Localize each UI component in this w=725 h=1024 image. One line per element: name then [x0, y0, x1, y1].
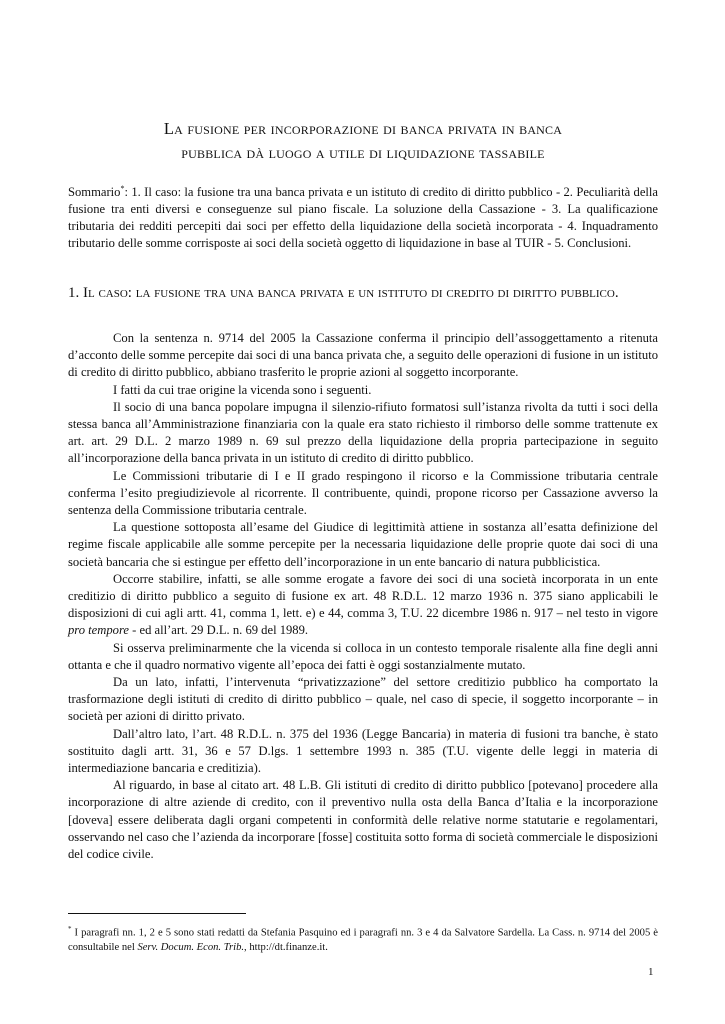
- paragraph-text: - ed all’art. 29 D.L. n. 69 del 1989.: [128, 623, 309, 638]
- paragraph: Con la sentenza n. 9714 del 2005 la Cassazione conferma il principio dell’assoggettamento a ritenuta d’acconto delle somme percepite dai soci di una banca privata che, a seguito delle operazioni di fusione in un istituto di credito di diritto pubblico, abbiano trasferito le proprie azioni al soggetto incorporante.: [68, 331, 658, 380]
- summary: [68, 180, 658, 252]
- document-title: [68, 117, 658, 165]
- paragraph-text: Occorre stabilire, infatti, se alle somme erogate a favore dei soci di una società incorporata in un ente creditizio di diritto pubblico a seguito di fusione ex art. 48 R.D.L. 12 marzo 1936 n. 375 siano applicabili le disposizioni di cui agli artt. 41, comma 1, lett. e) e 44, comma 3, T.U. 22 dicembre 1986 n. 917 – nel testo in vigore: [68, 571, 658, 621]
- footnote-divider: [68, 913, 246, 914]
- paragraph: Al riguardo, in base al citato art. 48 L.B. Gli istituti di credito di diritto pubblico [potevano] procedere alla incorporazione di altre aziende di credito, con il preventivo nulla osta della Banca d’Italia e la incorporazione [doveva] essere deliberata dagli organi competenti in conformità delle relative norme statutarie e regolamentari, osservando nel caso che l’azienda da incorporare [fosse] costituita sotto forma di società commerciale le disposizioni del codice civile.: [68, 778, 658, 862]
- paragraph-italic: pro tempore: [68, 623, 129, 638]
- paragraph: Dall’altro lato, l’art. 48 R.D.L. n. 375 del 1936 (Legge Bancaria) in materia di fusioni tra banche, è stato sostituito dagli artt. 31, 36 e 57 D.lgs. 1 settembre 1993 n. 385 (T.U. vigente delle leggi in materia di intermediazione bancaria e creditizia).: [68, 726, 658, 776]
- paragraph: La questione sottoposta all’esame del Giudice di legittimità attiene in sostanza all’esatta definizione del regime fiscale applicabile alle somme percepite per la necessaria liquidazione delle proprie quote dai soci di una società bancaria che si estingue per effetto dell’incorporazione in un ente bancario di natura pubblicistica.: [68, 520, 658, 569]
- footnote-journal: Serv. Docum. Econ. Trib.: [137, 942, 245, 954]
- paragraph: I fatti da cui trae origine la vicenda sono i seguenti.: [113, 382, 372, 397]
- paragraph: Si osserva preliminarmente che la vicenda si colloca in un contesto temporale risalente alla fine degli anni ottanta e che il quadro normativo vigente all’epoca dei fatti è oggi sostanzialmente mutato.: [68, 640, 658, 672]
- footnote-text: , http://dt.finanze.it.: [244, 942, 328, 954]
- paragraph: [68, 571, 658, 640]
- body-text: [68, 330, 658, 863]
- page-number: 1: [648, 966, 654, 978]
- paragraph: Da un lato, infatti, l’intervenuta “privatizzazione” del settore creditizio pubblico ha comportato la trasformazione degli istituti di credito di diritto pubblico – quale, nel caso di specie, il soggetto incorporante – in società per azioni di diritto privato.: [68, 675, 658, 724]
- title-line-1: La fusione per incorporazione di banca privata in banca: [163, 119, 563, 138]
- footnote-marker: *: [68, 925, 72, 933]
- summary-label: Sommario: [68, 185, 121, 200]
- paragraph: Le Commissioni tributarie di I e II grado respingono il ricorso e la Commissione tributaria centrale conferma l’esito pregiudizievole al ricorrente. Il contribuente, quindi, propone ricorso per Cassazione avverso la sentenza della Commissione tributaria centrale.: [68, 468, 658, 518]
- footnote-marker[interactable]: *: [120, 184, 125, 193]
- section-heading-1: 1. Il caso: la fusione tra una banca privata e un istituto di credito di diritto pubblico.: [68, 285, 619, 301]
- paragraph: Il socio di una banca popolare impugna il silenzio-rifiuto formatosi sull’istanza rivolta da tutti i soci della stessa banca all’Amministrazione finanziaria con la quale era stato richiesto il rimborso delle somme trattenute ex art. art. 29 D.L. 2 marzo 1989 n. 69 sul prezzo della liquidazione della propria partecipazione in seguito all’incorporazione della banca privata in un istituto di credito di diritto pubblico.: [68, 399, 658, 466]
- summary-text: : 1. Il caso: la fusione tra una banca privata e un istituto di credito di diritto pubblico - 2. Peculiarità della fusione tra enti diversi e conseguenze sul piano fiscale. La soluzione della Cassazione - 3. La qualificazione tributaria dei redditi percepiti dai soci per effetto della liquidazione della società incorporata - 4. Inquadramento tributario delle somme corrisposte ai soci della società oggetto di liquidazione in base al TUIR - 5. Conclusioni.: [68, 185, 658, 251]
- footnote-text: I paragrafi nn. 1, 2 e 5 sono stati redatti da Stefania Pasquino ed i paragrafi nn. 3 e 4 da Salvatore Sardella. La Cass. n. 9714 del 2005 è consultabile nel: [68, 927, 658, 954]
- footnote: [68, 922, 658, 956]
- title-line-2: pubblica dà luogo a utile di liquidazione tassabile: [181, 143, 545, 162]
